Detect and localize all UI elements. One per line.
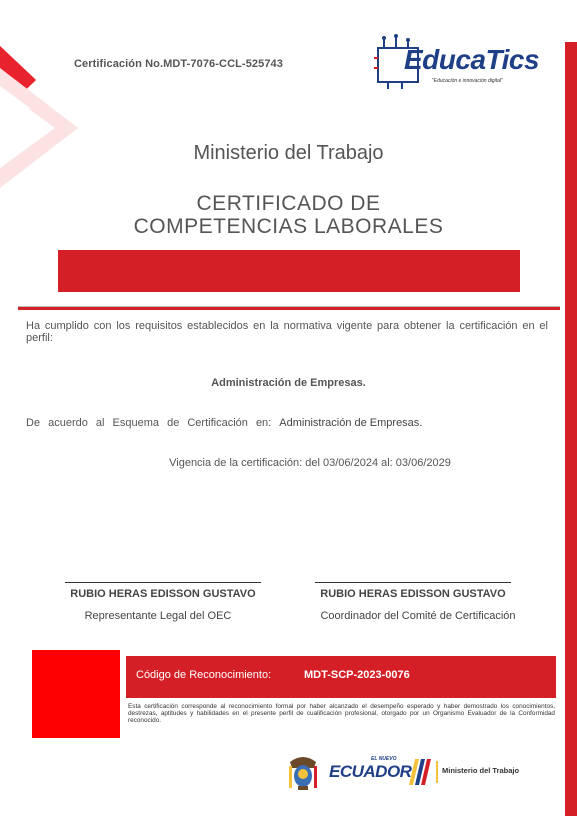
- title-line-2: COMPETENCIAS LABORALES: [133, 215, 444, 238]
- footer-logos: [286, 752, 536, 792]
- ministry-title: Ministerio del Trabajo: [193, 142, 384, 164]
- signature-name-2: RUBIO HERAS EDISSON GUSTAVO: [320, 588, 506, 600]
- ecuador-coat-of-arms-icon: [286, 752, 320, 792]
- signature-line-2: [315, 582, 511, 583]
- educatics-logo: [374, 34, 546, 92]
- fine-print: Esta certificación corresponde al reconocimiento formal por haber alcanzado el desempeño esperado y haber demostrado los conocimientos, destrezas, aptitudes y habilidades en el presente perfil de cualificación profesional, otorgado por un Organismo Evaluador de la Conformidad reconocido.: [128, 703, 555, 724]
- certificate-number: Certificación No.MDT-7076-CCL-525743: [74, 58, 283, 70]
- requirements-text: Ha cumplido con los requisitos establecidos en la normativa vigente para obtener la certificación en el perfil:: [26, 320, 548, 344]
- logo-tagline: "Educación e innovación digital": [432, 78, 503, 84]
- name-banner: [58, 250, 520, 292]
- ecuador-logo-text: ECUADOR: [329, 762, 412, 781]
- footer-divider: [436, 761, 438, 783]
- validity-text: Vigencia de la certificación: del 03/06/2024 al: 03/06/2029: [169, 457, 451, 469]
- ministry-footer-text: Ministerio del Trabajo: [442, 766, 520, 775]
- ecuador-logo: [329, 756, 431, 788]
- divider-red-line: [18, 307, 560, 310]
- signature-name-1: RUBIO HERAS EDISSON GUSTAVO: [70, 588, 256, 600]
- signature-line-1: [65, 582, 261, 583]
- ecuador-logo-small-text: EL NUEVO: [371, 756, 397, 762]
- logo-text-tics: Tics: [485, 44, 540, 75]
- signature-role-2: Coordinador del Comité de Certificación: [320, 610, 516, 622]
- signature-role-1: Representante Legal del OEC: [84, 610, 232, 622]
- scheme-value: Administración de Empresas.: [279, 417, 423, 429]
- recognition-code-bar: [126, 656, 556, 698]
- certificate-title: [0, 192, 577, 238]
- scheme-prefix: De acuerdo al Esquema de Certificación en:: [26, 417, 272, 429]
- recognition-code: MDT-SCP-2023-0076: [304, 669, 410, 681]
- flag-stripes-icon: [409, 759, 431, 785]
- qr-code-placeholder: [32, 650, 120, 738]
- title-line-1: CERTIFICADO DE: [196, 192, 381, 215]
- recognition-label: Código de Reconocimiento:: [136, 669, 272, 681]
- logo-text-educa: Educa: [404, 44, 486, 75]
- profile-name: Administración de Empresas.: [211, 377, 366, 389]
- scheme-text: [26, 417, 548, 429]
